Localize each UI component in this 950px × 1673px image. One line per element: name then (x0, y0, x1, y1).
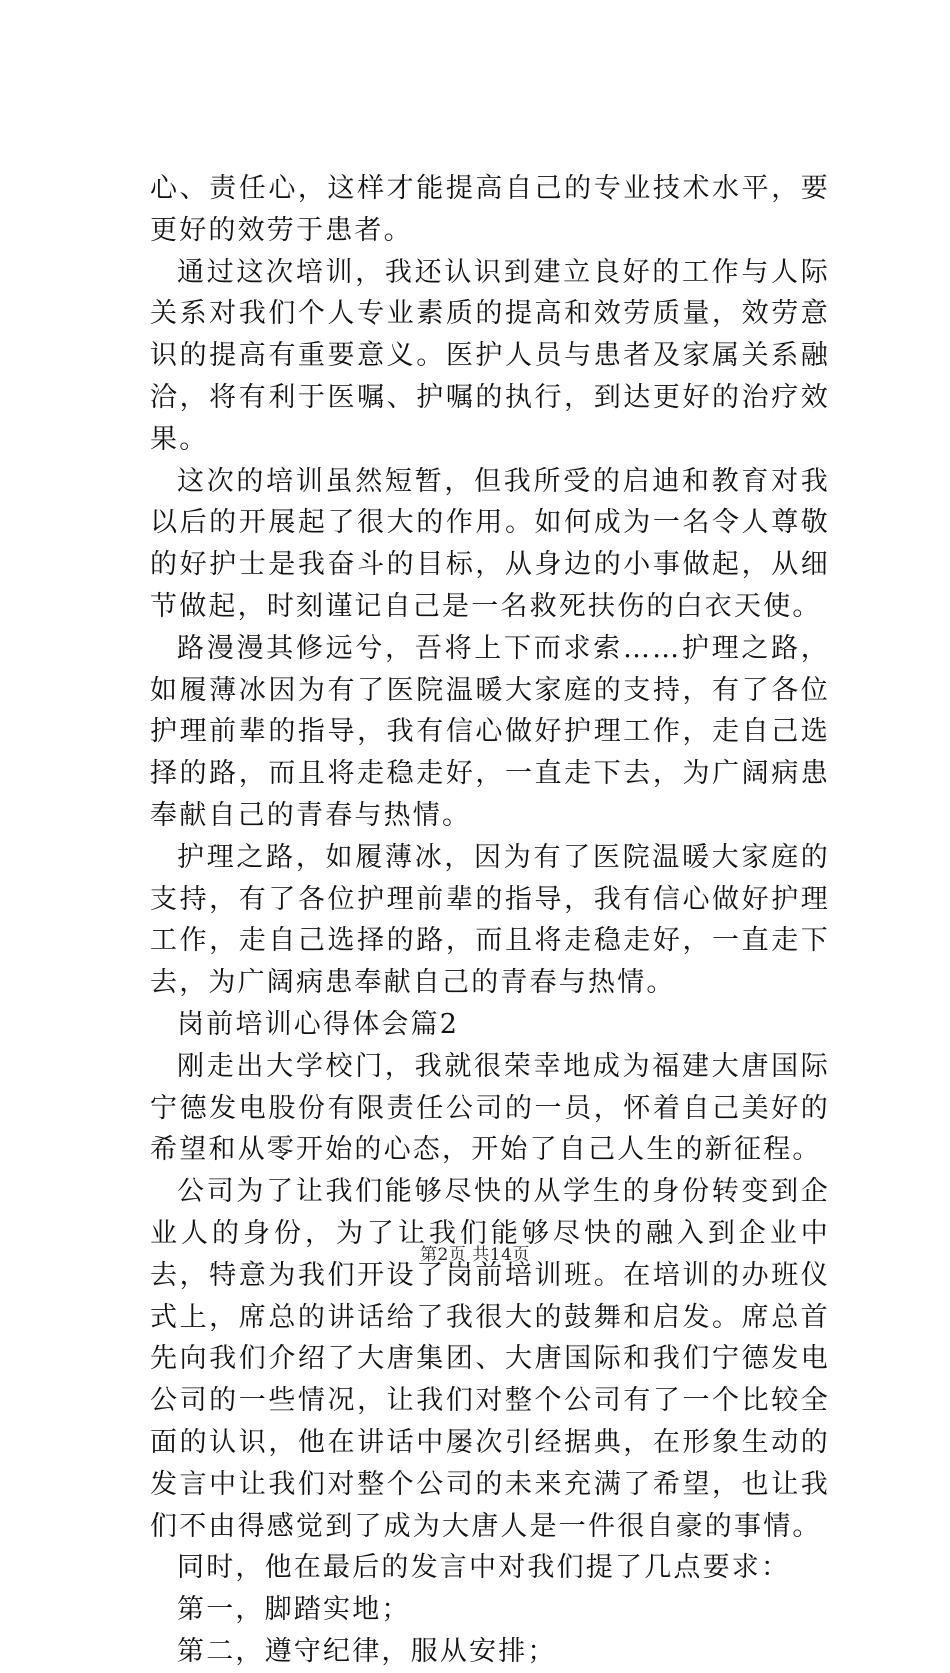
document-body (150, 168, 830, 1673)
page-number-footer: 第2页 共14页 (420, 1245, 530, 1265)
paragraph: 同时，他在最后的发言中对我们提了几点要求： (177, 1552, 791, 1584)
list-item: 第二，遵守纪律，服从安排； (177, 1635, 557, 1667)
paragraph: 路漫漫其修远兮，吾将上下而求索……护理之路，如履薄冰因为有了医院温暖大家庭的支持，有了各位护理前辈的指导，我有信心做好护理工作，走自己选择的路，而且将走稳走好，一直走下去，为广阔病患奉献自己的青春与热情。 (150, 632, 830, 831)
paragraph: 公司为了让我们能够尽快的从学生的身份转变到企业人的身份，为了让我们能够尽快的融入到企业中去，特意为我们开设了岗前培训班。在培训的办班仪式上，席总的讲话给了我很大的鼓舞和启发。席总首先向我们介绍了大唐集团、大唐国际和我们宁德发电公司的一些情况，让我们对整个公司有了一个比较全面的认识，他在讲话中屡次引经据典，在形象生动的发言中让我们对整个公司的未来充满了希望，也让我们不由得感觉到了成为大唐人是一件很自豪的事情。 (150, 1176, 830, 1542)
paragraph: 通过这次培训，我还认识到建立良好的工作与人际关系对我们个人专业素质的提高和效劳质量，效劳意识的提高有重要意义。医护人员与患者及家属关系融洽，将有利于医嘱、护嘱的执行，到达更好的治疗效果。 (150, 256, 830, 455)
section-heading: 岗前培训心得体会篇2 (177, 1008, 460, 1040)
paragraph-continuation: 心、责任心，这样才能提高自己的专业技术水平，要更好的效劳于患者。 (150, 173, 830, 246)
paragraph: 刚走出大学校门，我就很荣幸地成为福建大唐国际宁德发电股份有限责任公司的一员，怀着自己美好的希望和从零开始的心态，开始了自己人生的新征程。 (150, 1050, 830, 1166)
paragraph: 这次的培训虽然短暂，但我所受的启迪和教育对我以后的开展起了很大的作用。如何成为一名令人尊敬的好护士是我奋斗的目标，从身边的小事做起，从细节做起，时刻谨记自己是一名救死扶伤的白衣天使。 (150, 465, 830, 622)
list-item: 第一，脚踏实地； (177, 1594, 411, 1626)
paragraph: 护理之路，如履薄冰，因为有了医院温暖大家庭的支持，有了各位护理前辈的指导，我有信心做好护理工作，走自己选择的路，而且将走稳走好，一直走下去，为广阔病患奉献自己的青春与热情。 (150, 841, 830, 999)
